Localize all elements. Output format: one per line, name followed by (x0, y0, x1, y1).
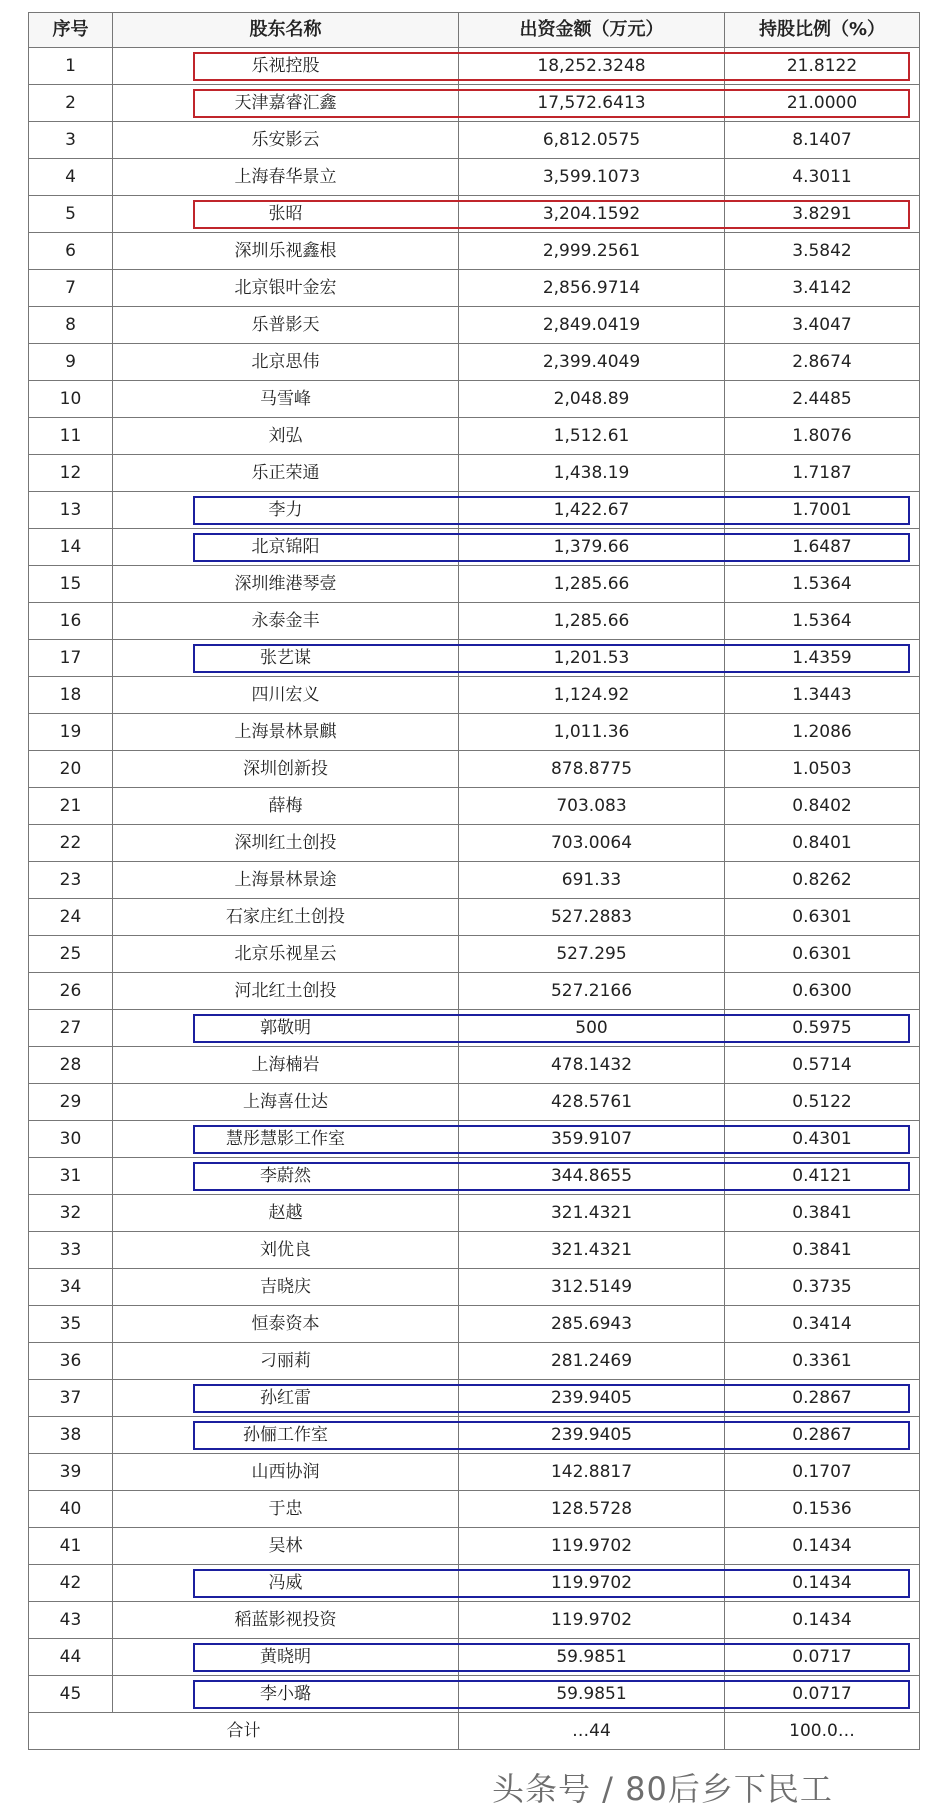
cell-no: 25 (29, 936, 113, 973)
table-row (29, 344, 920, 381)
cell-ratio: 0.3735 (725, 1269, 920, 1306)
cell-ratio: 0.4301 (725, 1121, 920, 1158)
cell-amount: 2,999.2561 (459, 233, 725, 270)
cell-amount: 281.2469 (459, 1343, 725, 1380)
table-row (29, 788, 920, 825)
table-row (29, 1528, 920, 1565)
cell-name: 赵越 (113, 1195, 459, 1232)
cell-no: 30 (29, 1121, 113, 1158)
cell-name: 天津嘉睿汇鑫 (113, 85, 459, 122)
cell-ratio: 0.8401 (725, 825, 920, 862)
table-row (29, 973, 920, 1010)
cell-amount: 239.9405 (459, 1380, 725, 1417)
cell-ratio: 0.3841 (725, 1195, 920, 1232)
cell-name: 冯威 (113, 1565, 459, 1602)
cell-ratio: 0.3841 (725, 1232, 920, 1269)
table-row (29, 492, 920, 529)
cell-no: 3 (29, 122, 113, 159)
table-row (29, 381, 920, 418)
cell-no: 43 (29, 1602, 113, 1639)
table-row (29, 1010, 920, 1047)
cell-name: 上海喜仕达 (113, 1084, 459, 1121)
cell-no: 24 (29, 899, 113, 936)
table-row (29, 862, 920, 899)
cell-no: 8 (29, 307, 113, 344)
cell-amount: 527.2883 (459, 899, 725, 936)
table-row (29, 825, 920, 862)
cell-ratio: 21.0000 (725, 85, 920, 122)
cell-no: 1 (29, 48, 113, 85)
cell-name: 乐普影天 (113, 307, 459, 344)
cell-name: 山西协润 (113, 1454, 459, 1491)
cell-amount: 2,048.89 (459, 381, 725, 418)
cell-name: 永泰金丰 (113, 603, 459, 640)
cell-no: 9 (29, 344, 113, 381)
cell-no: 33 (29, 1232, 113, 1269)
total-amount: …44 (459, 1713, 725, 1750)
cell-ratio: 0.8262 (725, 862, 920, 899)
cell-name: 深圳维港琴壹 (113, 566, 459, 603)
cell-ratio: 0.2867 (725, 1380, 920, 1417)
table-row (29, 1602, 920, 1639)
cell-name: 石家庄红土创投 (113, 899, 459, 936)
cell-amount: 3,599.1073 (459, 159, 725, 196)
cell-amount: 119.9702 (459, 1602, 725, 1639)
cell-amount: 142.8817 (459, 1454, 725, 1491)
cell-no: 44 (29, 1639, 113, 1676)
cell-name: 北京思伟 (113, 344, 459, 381)
cell-name: 恒泰资本 (113, 1306, 459, 1343)
cell-name: 深圳乐视鑫根 (113, 233, 459, 270)
cell-amount: 17,572.6413 (459, 85, 725, 122)
cell-no: 7 (29, 270, 113, 307)
cell-amount: 59.9851 (459, 1639, 725, 1676)
header-name: 股东名称 (113, 13, 459, 48)
cell-no: 45 (29, 1676, 113, 1713)
watermark: 头条号 / 80后乡下民工 (492, 1770, 833, 1808)
header-row (29, 13, 920, 48)
total-row (29, 1713, 920, 1750)
cell-amount: 1,124.92 (459, 677, 725, 714)
cell-no: 23 (29, 862, 113, 899)
cell-name: 河北红土创投 (113, 973, 459, 1010)
cell-name: 乐安影云 (113, 122, 459, 159)
table-row (29, 1343, 920, 1380)
cell-name: 李蔚然 (113, 1158, 459, 1195)
cell-no: 17 (29, 640, 113, 677)
cell-no: 5 (29, 196, 113, 233)
cell-no: 28 (29, 1047, 113, 1084)
cell-no: 14 (29, 529, 113, 566)
table-row (29, 1639, 920, 1676)
table-row (29, 1676, 920, 1713)
cell-amount: 321.4321 (459, 1195, 725, 1232)
total-label: 合计 (29, 1713, 459, 1750)
cell-amount: 3,204.1592 (459, 196, 725, 233)
cell-ratio: 1.2086 (725, 714, 920, 751)
cell-name: 深圳红土创投 (113, 825, 459, 862)
cell-ratio: 3.4142 (725, 270, 920, 307)
table-row (29, 714, 920, 751)
cell-amount: 128.5728 (459, 1491, 725, 1528)
cell-name: 黄晓明 (113, 1639, 459, 1676)
cell-ratio: 3.8291 (725, 196, 920, 233)
cell-name: 刁丽莉 (113, 1343, 459, 1380)
cell-amount: 1,512.61 (459, 418, 725, 455)
cell-ratio: 0.0717 (725, 1639, 920, 1676)
table-row (29, 1084, 920, 1121)
cell-amount: 344.8655 (459, 1158, 725, 1195)
cell-no: 32 (29, 1195, 113, 1232)
table-row (29, 307, 920, 344)
cell-no: 15 (29, 566, 113, 603)
table-row (29, 1491, 920, 1528)
cell-amount: 691.33 (459, 862, 725, 899)
cell-no: 26 (29, 973, 113, 1010)
cell-amount: 1,379.66 (459, 529, 725, 566)
cell-name: 北京乐视星云 (113, 936, 459, 973)
cell-no: 29 (29, 1084, 113, 1121)
cell-no: 22 (29, 825, 113, 862)
cell-name: 张昭 (113, 196, 459, 233)
cell-no: 4 (29, 159, 113, 196)
cell-amount: 2,399.4049 (459, 344, 725, 381)
cell-ratio: 0.3414 (725, 1306, 920, 1343)
cell-name: 上海景林景途 (113, 862, 459, 899)
cell-name: 稻蓝影视投资 (113, 1602, 459, 1639)
cell-name: 吉晓庆 (113, 1269, 459, 1306)
cell-ratio: 1.4359 (725, 640, 920, 677)
table-row (29, 159, 920, 196)
table-row (29, 1380, 920, 1417)
table-row (29, 455, 920, 492)
cell-name: 上海春华景立 (113, 159, 459, 196)
cell-ratio: 0.1434 (725, 1602, 920, 1639)
table-row (29, 1047, 920, 1084)
cell-amount: 119.9702 (459, 1528, 725, 1565)
table-row (29, 751, 920, 788)
cell-amount: 527.295 (459, 936, 725, 973)
cell-name: 刘优良 (113, 1232, 459, 1269)
cell-ratio: 2.4485 (725, 381, 920, 418)
cell-name: 郭敬明 (113, 1010, 459, 1047)
cell-no: 2 (29, 85, 113, 122)
cell-ratio: 0.0717 (725, 1676, 920, 1713)
cell-ratio: 0.5714 (725, 1047, 920, 1084)
table-row (29, 640, 920, 677)
cell-ratio: 0.5975 (725, 1010, 920, 1047)
header-no: 序号 (29, 13, 113, 48)
table-row (29, 418, 920, 455)
table-row (29, 1232, 920, 1269)
header-ratio: 持股比例（%） (725, 13, 920, 48)
table-row (29, 1121, 920, 1158)
cell-ratio: 3.4047 (725, 307, 920, 344)
cell-name: 慧彤慧影工作室 (113, 1121, 459, 1158)
cell-amount: 359.9107 (459, 1121, 725, 1158)
cell-ratio: 0.4121 (725, 1158, 920, 1195)
cell-name: 李力 (113, 492, 459, 529)
cell-amount: 2,849.0419 (459, 307, 725, 344)
shareholder-document (28, 12, 919, 1750)
table-row (29, 233, 920, 270)
cell-name: 张艺谋 (113, 640, 459, 677)
cell-name: 马雪峰 (113, 381, 459, 418)
cell-ratio: 0.3361 (725, 1343, 920, 1380)
cell-name: 于忠 (113, 1491, 459, 1528)
cell-amount: 1,011.36 (459, 714, 725, 751)
cell-no: 35 (29, 1306, 113, 1343)
cell-amount: 2,856.9714 (459, 270, 725, 307)
cell-amount: 703.0064 (459, 825, 725, 862)
cell-no: 19 (29, 714, 113, 751)
cell-no: 13 (29, 492, 113, 529)
cell-name: 上海楠岩 (113, 1047, 459, 1084)
cell-no: 34 (29, 1269, 113, 1306)
table-row (29, 85, 920, 122)
cell-ratio: 4.3011 (725, 159, 920, 196)
cell-amount: 18,252.3248 (459, 48, 725, 85)
table-row (29, 1269, 920, 1306)
cell-no: 38 (29, 1417, 113, 1454)
cell-ratio: 0.8402 (725, 788, 920, 825)
cell-ratio: 0.1707 (725, 1454, 920, 1491)
table-row (29, 566, 920, 603)
table-row (29, 1454, 920, 1491)
table-row (29, 529, 920, 566)
cell-name: 深圳创新投 (113, 751, 459, 788)
cell-no: 31 (29, 1158, 113, 1195)
cell-amount: 6,812.0575 (459, 122, 725, 159)
cell-amount: 703.083 (459, 788, 725, 825)
shareholder-table (28, 12, 920, 1750)
cell-amount: 527.2166 (459, 973, 725, 1010)
cell-ratio: 0.6300 (725, 973, 920, 1010)
cell-name: 孙俪工作室 (113, 1417, 459, 1454)
cell-amount: 428.5761 (459, 1084, 725, 1121)
cell-amount: 1,285.66 (459, 566, 725, 603)
cell-amount: 500 (459, 1010, 725, 1047)
cell-ratio: 8.1407 (725, 122, 920, 159)
cell-amount: 312.5149 (459, 1269, 725, 1306)
cell-amount: 119.9702 (459, 1565, 725, 1602)
cell-no: 40 (29, 1491, 113, 1528)
table-row (29, 1565, 920, 1602)
cell-amount: 321.4321 (459, 1232, 725, 1269)
total-ratio: 100.0… (725, 1713, 920, 1750)
cell-no: 21 (29, 788, 113, 825)
cell-no: 36 (29, 1343, 113, 1380)
cell-ratio: 0.2867 (725, 1417, 920, 1454)
cell-ratio: 1.3443 (725, 677, 920, 714)
cell-ratio: 1.5364 (725, 603, 920, 640)
cell-ratio: 1.6487 (725, 529, 920, 566)
cell-amount: 1,438.19 (459, 455, 725, 492)
cell-ratio: 0.1434 (725, 1565, 920, 1602)
cell-ratio: 1.5364 (725, 566, 920, 603)
cell-amount: 1,285.66 (459, 603, 725, 640)
cell-amount: 285.6943 (459, 1306, 725, 1343)
cell-no: 20 (29, 751, 113, 788)
table-row (29, 899, 920, 936)
table-row (29, 1306, 920, 1343)
table-row (29, 1158, 920, 1195)
cell-name: 薛梅 (113, 788, 459, 825)
cell-amount: 878.8775 (459, 751, 725, 788)
cell-ratio: 0.6301 (725, 899, 920, 936)
cell-no: 39 (29, 1454, 113, 1491)
cell-amount: 239.9405 (459, 1417, 725, 1454)
cell-no: 18 (29, 677, 113, 714)
header-amount: 出资金额（万元） (459, 13, 725, 48)
table-row (29, 677, 920, 714)
cell-name: 孙红雷 (113, 1380, 459, 1417)
table-row (29, 122, 920, 159)
cell-name: 乐视控股 (113, 48, 459, 85)
cell-ratio: 1.7001 (725, 492, 920, 529)
cell-name: 李小璐 (113, 1676, 459, 1713)
cell-no: 41 (29, 1528, 113, 1565)
table-row (29, 603, 920, 640)
table-row (29, 270, 920, 307)
cell-ratio: 1.7187 (725, 455, 920, 492)
cell-name: 吴林 (113, 1528, 459, 1565)
cell-no: 11 (29, 418, 113, 455)
cell-no: 42 (29, 1565, 113, 1602)
cell-ratio: 2.8674 (725, 344, 920, 381)
table-row (29, 936, 920, 973)
cell-no: 37 (29, 1380, 113, 1417)
cell-ratio: 1.8076 (725, 418, 920, 455)
cell-amount: 1,422.67 (459, 492, 725, 529)
cell-ratio: 21.8122 (725, 48, 920, 85)
cell-ratio: 0.1434 (725, 1528, 920, 1565)
cell-name: 刘弘 (113, 418, 459, 455)
cell-no: 27 (29, 1010, 113, 1047)
cell-ratio: 3.5842 (725, 233, 920, 270)
table-row (29, 196, 920, 233)
cell-name: 北京银叶金宏 (113, 270, 459, 307)
table-row (29, 48, 920, 85)
cell-name: 四川宏义 (113, 677, 459, 714)
cell-ratio: 1.0503 (725, 751, 920, 788)
cell-amount: 478.1432 (459, 1047, 725, 1084)
cell-ratio: 0.6301 (725, 936, 920, 973)
cell-no: 6 (29, 233, 113, 270)
table-row (29, 1195, 920, 1232)
cell-no: 16 (29, 603, 113, 640)
cell-no: 12 (29, 455, 113, 492)
table-row (29, 1417, 920, 1454)
cell-ratio: 0.1536 (725, 1491, 920, 1528)
cell-no: 10 (29, 381, 113, 418)
cell-amount: 1,201.53 (459, 640, 725, 677)
cell-name: 上海景林景麒 (113, 714, 459, 751)
cell-ratio: 0.5122 (725, 1084, 920, 1121)
cell-name: 北京锦阳 (113, 529, 459, 566)
cell-name: 乐正荣通 (113, 455, 459, 492)
cell-amount: 59.9851 (459, 1676, 725, 1713)
